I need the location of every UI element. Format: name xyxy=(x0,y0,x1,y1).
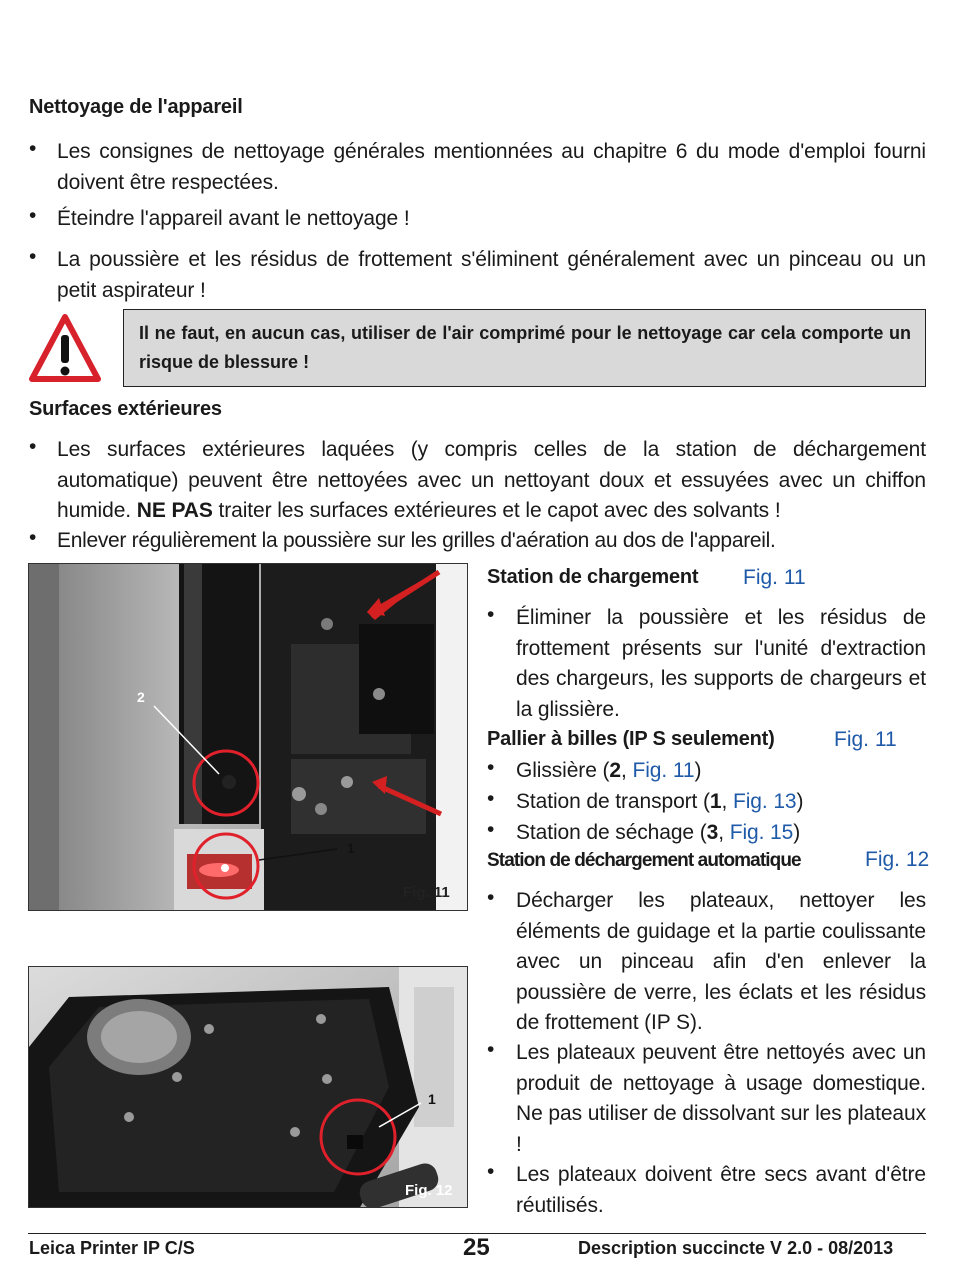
footer-product: Leica Printer IP C/S xyxy=(29,1238,195,1258)
list-item-text: Les plateaux peuvent être nettoyés avec un produit de nettoyage à usage domestique. Ne pas utiliser de dissolvant sur les plateaux ! xyxy=(516,1041,926,1156)
warning-triangle-icon xyxy=(29,313,101,383)
pallier-title: Pallier à billes (IP S seulement) xyxy=(487,728,775,750)
fig11-photo xyxy=(28,563,468,911)
list-item-text: Éliminer la poussière et les résidus de frottement présents sur l'unité d'extraction des chargeurs, les supports de chargeurs et la glissière. xyxy=(516,606,926,721)
station-chargement-fig-link[interactable]: Fig. 11 xyxy=(743,566,806,589)
list-item-text: La poussière et les résidus de frottement s'éliminent généralement avec un pinceau ou un petit aspirateur ! xyxy=(57,248,926,302)
fig12-caption: Fig. 12 xyxy=(405,1182,453,1199)
list-item-text: Enlever régulièrement la poussière sur les grilles d'aération au dos de l'appareil. xyxy=(57,529,776,552)
section-title-exterior: Surfaces extérieures xyxy=(29,398,222,420)
list-item-text: Les plateaux doivent être secs avant d'être réutilisés. xyxy=(516,1163,926,1217)
station-chargement-title: Station de chargement xyxy=(487,566,699,588)
fig-link[interactable]: Fig. 15 xyxy=(729,821,794,844)
fig12-illustration xyxy=(29,967,468,1208)
warning-text: Il ne faut, en aucun cas, utiliser de l'air comprimé pour le nettoyage car cela comporte un risque de blessure ! xyxy=(139,323,911,372)
fig11-label-2: 2 xyxy=(137,689,145,705)
fig12-label-1: 1 xyxy=(428,1091,436,1107)
fig11-illustration xyxy=(29,564,468,911)
bullet: • xyxy=(487,886,495,909)
list-item-text: Éteindre l'appareil avant le nettoyage ! xyxy=(57,207,410,230)
list-item-text: Station de transport (1, Fig. 13) xyxy=(516,790,804,813)
bullet: • xyxy=(29,137,37,160)
list-item-text: Station de séchage (3, Fig. 15) xyxy=(516,821,801,844)
fig-link[interactable]: Fig. 13 xyxy=(732,790,797,813)
bullet: • xyxy=(487,756,495,779)
fig11-label-1: 1 xyxy=(347,840,355,856)
emphasis-ne-pas: NE PAS xyxy=(136,499,213,522)
list-item-text: Les surfaces extérieures laquées (y compris celles de la station de déchargement automatique) peuvent être nettoyées avec un nettoyant doux et essuyées avec un chiffon humide. NE PAS traiter les surfaces extérieures et le capot avec des solvants ! xyxy=(57,438,926,522)
list-item-text: Glissière (2, Fig. 11) xyxy=(516,759,702,782)
fig11-caption: Fig. 11 xyxy=(403,884,450,901)
pallier-fig-link[interactable]: Fig. 11 xyxy=(834,728,897,751)
dechargement-title: Station de déchargement automatique xyxy=(487,850,801,871)
bullet: • xyxy=(487,1038,495,1061)
warning-box xyxy=(123,309,926,387)
bullet: • xyxy=(487,787,495,810)
dechargement-fig-link[interactable]: Fig. 12 xyxy=(865,848,930,871)
fig12-photo xyxy=(28,966,468,1208)
bullet: • xyxy=(487,818,495,841)
list-item-text: Décharger les plateaux, nettoyer les éléments de guidage et la partie coulissante avec un pinceau afin d'en enlever la poussière de verre, les éclats et les résidus de frottement (IP S). xyxy=(516,889,926,1034)
footer-doc-version: Description succincte V 2.0 - 08/2013 xyxy=(578,1238,894,1258)
bullet: • xyxy=(29,435,37,458)
bullet: • xyxy=(487,603,495,626)
list-item-text: Les consignes de nettoyage générales mentionnées au chapitre 6 du mode d'emploi fourni doivent être respectées. xyxy=(57,140,926,194)
bullet: • xyxy=(487,1160,495,1183)
section-title-cleaning: Nettoyage de l'appareil xyxy=(29,96,243,118)
fig-link[interactable]: Fig. 11 xyxy=(632,759,695,782)
bullet: • xyxy=(29,204,37,227)
bullet: • xyxy=(29,526,37,549)
page-number: 25 xyxy=(463,1234,490,1261)
bullet: • xyxy=(29,245,37,268)
